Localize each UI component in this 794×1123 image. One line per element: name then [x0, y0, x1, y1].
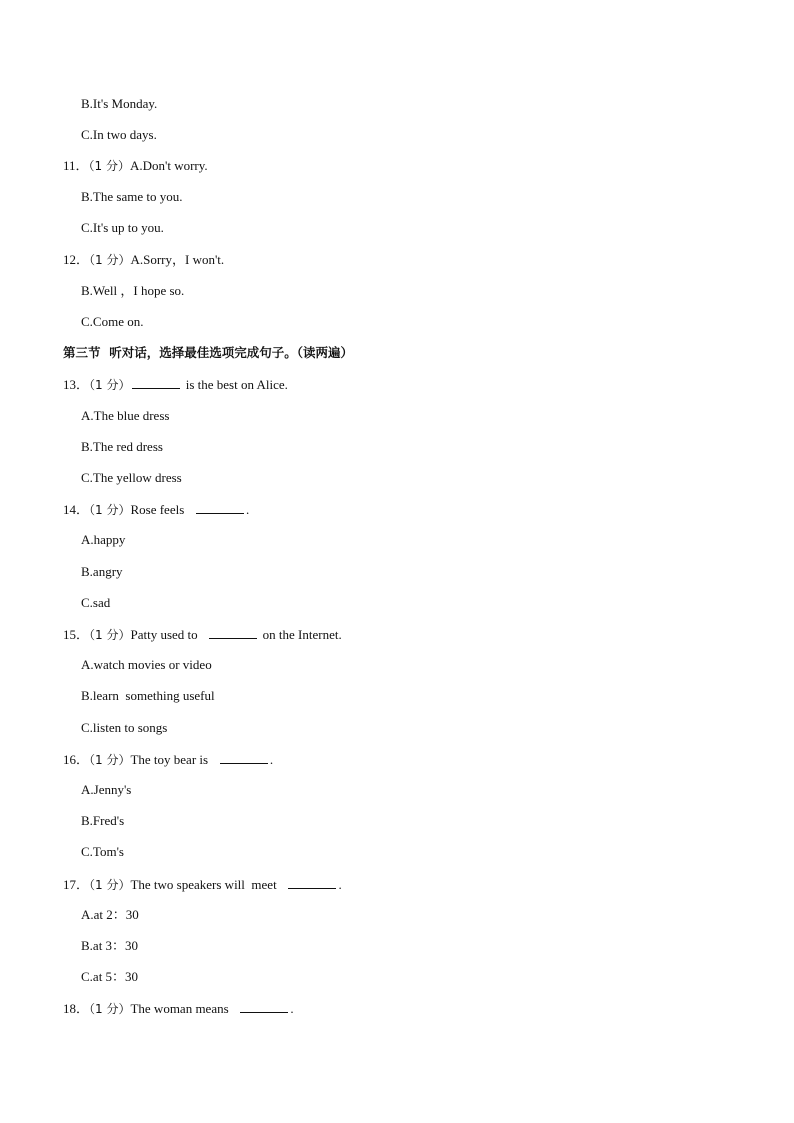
question-number: 17． — [63, 877, 90, 892]
answer-option: C.The yellow dress — [81, 470, 182, 485]
question-score: （1 分） — [89, 878, 131, 892]
answer-option: C.In two days. — [81, 127, 157, 142]
answer-option: B.at 3：30 — [81, 938, 139, 953]
answer-option: A.watch movies or video — [81, 657, 212, 672]
question-line — [63, 158, 208, 174]
answer-option: C.It's up to you. — [81, 220, 164, 235]
answer-option: B.The same to you. — [81, 189, 183, 204]
question-number: 11． — [63, 158, 89, 173]
question-score: （1 分） — [89, 503, 131, 517]
question-line — [63, 1000, 294, 1017]
question-line — [63, 501, 249, 518]
question-score: （1 分） — [89, 378, 131, 392]
section-heading: 第三节 听对话，选择最佳选项完成句子。（读两遍） — [63, 345, 353, 360]
question-text-before-blank: The two speakers will meet — [130, 877, 287, 892]
question-score: （1 分） — [89, 753, 131, 767]
question-score: （1 分） — [88, 159, 130, 173]
question-line — [63, 876, 342, 893]
question-number: 12． — [63, 252, 90, 267]
question-text-before-blank: A.Sorry，I won't. — [130, 252, 225, 267]
question-number: 13． — [63, 377, 90, 392]
answer-option: B.angry — [81, 564, 123, 579]
answer-blank — [288, 876, 336, 889]
question-number: 16． — [63, 752, 90, 767]
question-text-after-blank: on the Internet. — [259, 627, 342, 642]
answer-option: C.at 5：30 — [81, 969, 139, 984]
question-text-after-blank: . — [290, 1001, 294, 1016]
question-number: 15． — [63, 627, 90, 642]
question-text-after-blank: . — [246, 502, 250, 517]
question-text-after-blank: . — [269, 752, 274, 767]
question-number: 14． — [63, 502, 90, 517]
question-text-before-blank: The woman means — [130, 1001, 239, 1016]
question-line — [63, 626, 342, 643]
question-text-after-blank: . — [338, 877, 342, 892]
answer-option: B.Well ，I hope so. — [81, 283, 185, 298]
question-text-before-blank: A.Don't worry. — [129, 158, 208, 173]
question-score: （1 分） — [89, 1002, 131, 1016]
answer-blank — [132, 376, 180, 389]
answer-option: C.Tom's — [81, 844, 124, 859]
question-score: （1 分） — [89, 628, 131, 642]
question-score: （1 分） — [89, 253, 131, 267]
answer-blank — [240, 1000, 288, 1013]
question-text-after-blank: is the best on Alice. — [182, 377, 288, 392]
answer-option: A.at 2：30 — [81, 907, 139, 922]
question-text-before-blank: Patty used to — [130, 627, 208, 642]
answer-option: B.learn something useful — [81, 688, 215, 703]
question-number: 18． — [63, 1001, 90, 1016]
answer-option: A.happy — [81, 532, 126, 547]
answer-blank — [196, 501, 244, 514]
answer-option: B.The red dress — [81, 439, 163, 454]
answer-option: A.The blue dress — [81, 408, 170, 423]
answer-option: C.listen to songs — [81, 720, 168, 735]
answer-option: C.sad — [81, 595, 111, 610]
question-text-before-blank: Rose feels — [130, 502, 195, 517]
answer-option: B.It's Monday. — [81, 96, 158, 111]
answer-option: C.Come on. — [81, 314, 144, 329]
question-line — [63, 751, 273, 768]
answer-blank — [220, 751, 268, 764]
answer-option: B.Fred's — [81, 813, 125, 828]
question-line — [63, 376, 288, 393]
answer-option: A.Jenny's — [81, 782, 132, 797]
answer-blank — [209, 626, 257, 639]
question-text-before-blank: The toy bear is — [130, 752, 218, 767]
question-line — [63, 252, 224, 268]
